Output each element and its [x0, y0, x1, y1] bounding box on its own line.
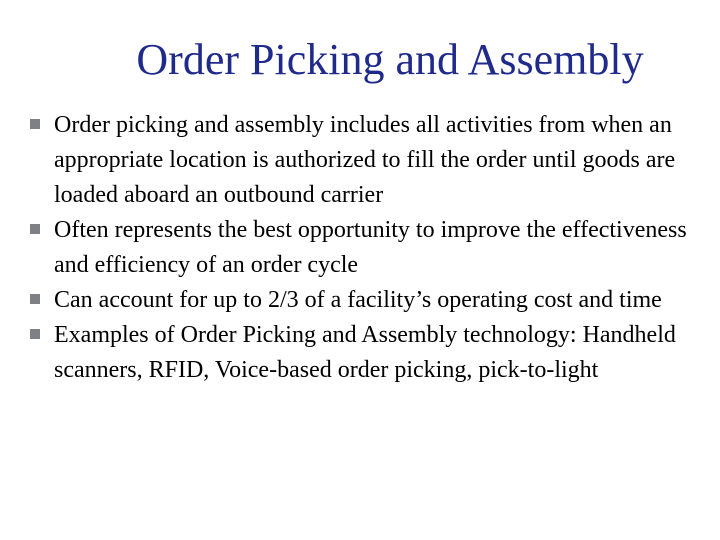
square-bullet-icon: [30, 329, 40, 339]
bullet-text: Examples of Order Picking and Assembly technology: Handheld scanners, RFID, Voice-based order picking, pick-to-light: [54, 322, 676, 383]
bullet-item: [30, 108, 690, 213]
square-bullet-icon: [30, 119, 40, 129]
bullet-item: [30, 283, 690, 318]
bullet-item: [30, 213, 690, 283]
bullet-list: [30, 108, 690, 388]
square-bullet-icon: [30, 224, 40, 234]
bullet-text: Often represents the best opportunity to improve the effectiveness and efficiency of an order cycle: [54, 217, 687, 278]
square-bullet-icon: [30, 294, 40, 304]
bullet-text: Can account for up to 2/3 of a facility’s operating cost and time: [54, 287, 662, 313]
bullet-item: [30, 318, 690, 388]
slide-title: Order Picking and Assembly: [136, 35, 644, 84]
bullet-text: Order picking and assembly includes all activities from when an appropriate location is authorized to fill the order until goods are loaded aboard an outbound carrier: [54, 112, 676, 208]
